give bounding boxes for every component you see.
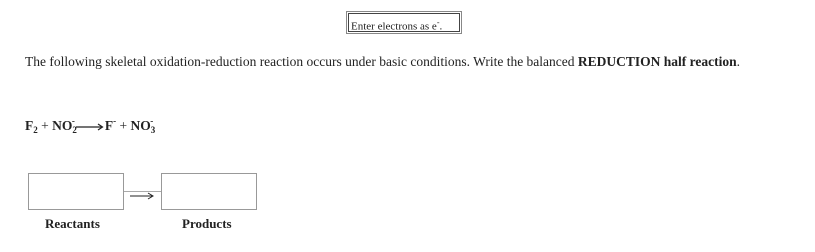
product-no3-charge: - — [150, 116, 154, 126]
question-prompt — [25, 53, 795, 70]
product-f — [105, 118, 116, 133]
product-f-charge: - — [113, 116, 117, 126]
products-label: Products — [182, 216, 232, 231]
reactant-f2-symbol: F — [25, 118, 34, 133]
products-input[interactable] — [161, 173, 257, 210]
question-end: . — [736, 54, 741, 69]
product-no3-symbol: NO — [130, 118, 151, 133]
electron-hint-text: Enter electrons as e-. — [348, 13, 460, 32]
plus-sign-2: + — [119, 118, 128, 133]
right-arrow-icon — [124, 175, 161, 208]
product-no3 — [131, 118, 154, 133]
skeletal-equation — [25, 112, 156, 139]
reactant-no2 — [52, 118, 75, 133]
electron-hint-superscript: - — [436, 18, 440, 27]
electron-hint-label: Enter electrons as e — [351, 20, 437, 33]
reactants-input[interactable] — [28, 173, 124, 210]
product-f-symbol: F — [104, 118, 114, 133]
question-text: The following skeletal oxidation-reduction reaction occurs under basic conditions. Write the balanced — [25, 54, 578, 69]
reactant-no2-subscript: 2 — [72, 125, 77, 135]
reactant-no2-symbol: NO — [52, 118, 73, 133]
reactants-label: Reactants — [45, 216, 100, 231]
plus-sign-1: + — [41, 118, 49, 133]
reactant-f2 — [25, 118, 38, 133]
right-arrow-icon — [76, 123, 104, 131]
reactant-no2-charge: - — [71, 116, 75, 126]
reactant-f2-subscript: 2 — [33, 125, 38, 135]
electron-hint-box — [346, 11, 462, 34]
question-emphasis: REDUCTION half reaction — [577, 54, 737, 69]
product-no3-subscript: 3 — [150, 125, 156, 135]
